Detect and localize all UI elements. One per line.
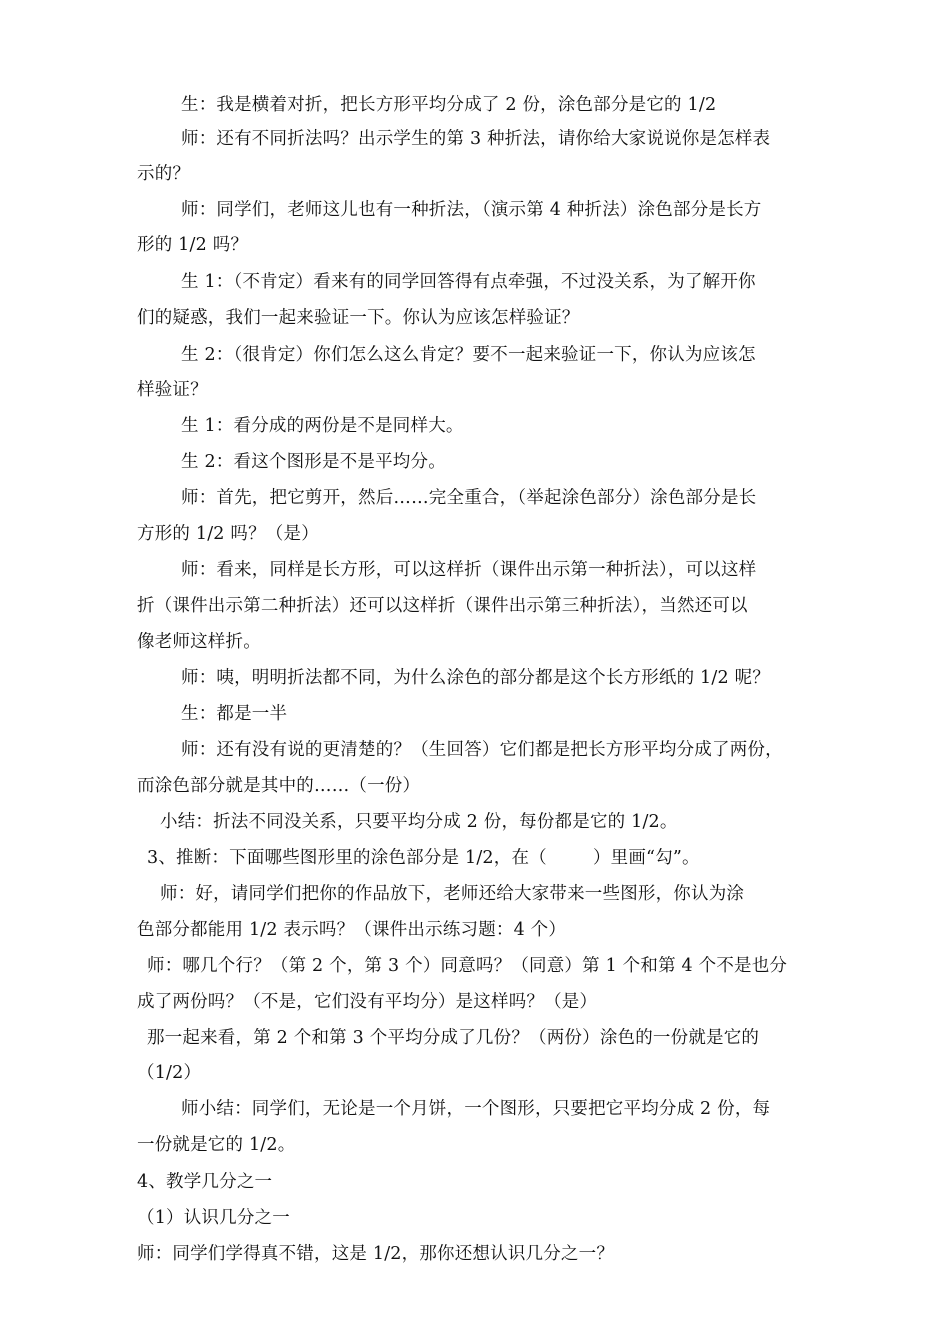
text-line: （1）认识几分之一 [137,1208,290,1228]
text-line: 4、教学几分之一 [137,1172,273,1192]
text-line: 生 2：（很肯定）你们怎么这么肯定？要不一起来验证一下，你认为应该怎 [181,345,756,365]
text-line: 折（课件出示第二种折法）还可以这样折（课件出示第三种折法），当然还可以 [137,596,748,616]
text-line: 形的 1/2 吗？ [137,235,249,255]
text-line: 师：哪几个行？（第 2 个，第 3 个）同意吗？（同意）第 1 个和第 4 个不是也分 [147,956,788,976]
text-line: 小结：折法不同没关系，只要平均分成 2 份，每份都是它的 1/2。 [160,812,678,832]
text-line: 师：还有没有说的更清楚的？（生回答）它们都是把长方形平均分成了两份， [181,740,783,760]
text-line: 师小结：同学们，无论是一个月饼，一个图形，只要把它平均分成 2 份，每 [181,1099,771,1119]
text-line: 3、推断：下面哪些图形里的涂色部分是 1/2，在（ ）里画“勾”。 [147,848,700,868]
text-line: 们的疑惑，我们一起来验证一下。你认为应该怎样验证？ [137,308,580,328]
text-line: 生 1：看分成的两份是不是同样大。 [181,416,464,436]
text-line: 师：还有不同折法吗？出示学生的第 3 种折法，请你给大家说说你是怎样表 [181,129,771,149]
text-line: 方形的 1/2 吗？（是） [137,524,319,544]
text-line: （1/2） [137,1063,202,1083]
text-line: 师：同学们，老师这儿也有一种折法，（演示第 4 种折法）涂色部分是长方 [181,200,762,220]
text-line: 师：咦，明明折法都不同，为什么涂色的部分都是这个长方形纸的 1/2 呢？ [181,668,770,688]
text-line: 色部分都能用 1/2 表示吗？（课件出示练习题：4 个） [137,920,567,940]
text-line: 而涂色部分就是其中的……（一份） [137,776,421,796]
text-line: 像老师这样折。 [137,632,261,652]
text-line: 生：都是一半 [181,704,288,724]
text-line: 师：首先，把它剪开，然后……完全重合，（举起涂色部分）涂色部分是长 [181,488,757,508]
text-line: 那一起来看，第 2 个和第 3 个平均分成了几份？（两份）涂色的一份就是它的 [147,1028,760,1048]
text-line: 师：同学们学得真不错，这是 1/2，那你还想认识几分之一？ [137,1244,615,1264]
text-line: 样验证？ [137,380,208,400]
text-line: 生：我是横着对折，把长方形平均分成了 2 份，涂色部分是它的 1/2 [181,95,717,115]
text-line: 生 2：看这个图形是不是平均分。 [181,452,446,472]
text-line: 成了两份吗？（不是，它们没有平均分）是这样吗？（是） [137,992,598,1012]
text-line: 示的？ [137,164,191,184]
text-line: 生 1：（不肯定）看来有的同学回答得有点牵强，不过没关系，为了解开你 [181,272,756,292]
text-line: 一份就是它的 1/2。 [137,1135,296,1155]
text-line: 师：看来，同样是长方形，可以这样折（课件出示第一种折法），可以这样 [181,560,757,580]
text-line: 师：好，请同学们把你的作品放下，老师还给大家带来一些图形，你认为涂 [160,884,745,904]
